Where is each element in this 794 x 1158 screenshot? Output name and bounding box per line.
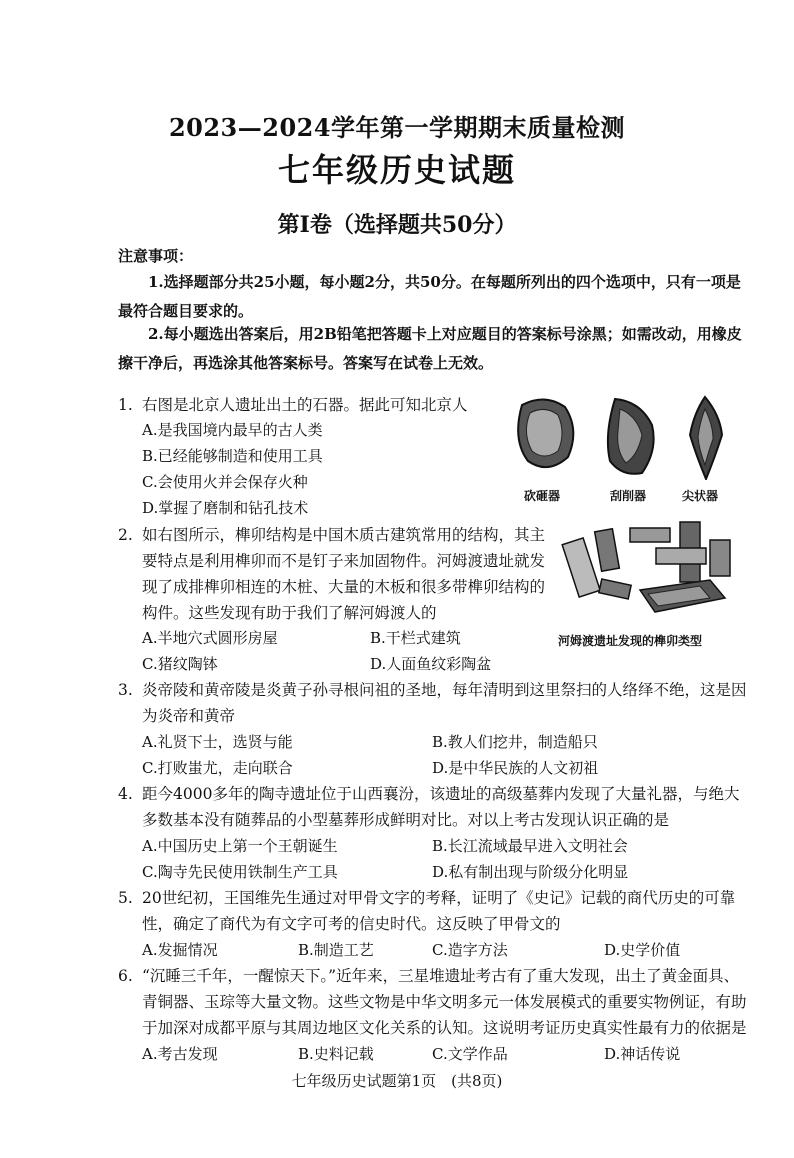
section-title: 第Ⅰ卷（选择题共50分） <box>277 212 517 238</box>
question-5-option-b[interactable]: B.制造工艺 <box>298 941 374 959</box>
label-point: 尖状器 <box>682 489 719 503</box>
question-1-stem: 右图是北京人遗址出土的石器。据此可知北京人 <box>142 396 468 414</box>
question-3-option-c[interactable]: C.打败蚩尤，走向联合 <box>142 759 293 777</box>
question-6-option-c[interactable]: C.文学作品 <box>432 1045 508 1063</box>
question-2-option-a[interactable]: A.半地穴式圆形房屋 <box>142 629 278 647</box>
question-2-stem: 如右图所示，榫卯结构是中国木质古建筑常用的结构，其主要特点是利用榫卯而不是钉子来加固物件。河姆渡遗址就发现了成排榫卯相连的木桩、大量的木板和很多带榫卯结构的构件。这些发现有助于我们了解河姆渡人的 <box>142 526 546 622</box>
question-4-option-b[interactable]: B.长江流域最早进入文明社会 <box>432 837 628 855</box>
question-4-option-a[interactable]: A.中国历史上第一个王朝诞生 <box>142 837 338 855</box>
question-6-option-b[interactable]: B.史料记载 <box>298 1045 374 1063</box>
question-3-option-d[interactable]: D.是中华民族的人文初祖 <box>432 759 599 777</box>
question-1-option-b[interactable]: B.已经能够制造和使用工具 <box>142 447 323 465</box>
stone-tools-figure <box>510 395 740 505</box>
label-scraper: 刮削器 <box>610 489 647 503</box>
question-5-number: 5. <box>118 889 133 907</box>
question-5-option-d[interactable]: D.史学价值 <box>604 941 681 959</box>
question-6-number: 6. <box>118 967 133 985</box>
question-5-stem: 20世纪初，王国维先生通过对甲骨文字的考释，证明了《史记》记载的商代历史的可靠性，确定了商代为有文字可考的信史时代。这反映了甲骨文的 <box>142 889 736 933</box>
question-2-option-b[interactable]: B.干栏式建筑 <box>370 629 461 647</box>
question-4-number: 4. <box>118 785 133 803</box>
exam-title-line1: 2023—2024学年第一学期期末质量检测 <box>168 113 626 142</box>
page-footer: 七年级历史试题第1页 (共8页) <box>291 1072 503 1090</box>
question-3-option-b[interactable]: B.教人们挖井，制造船只 <box>432 733 598 751</box>
mortise-tenon-drawing <box>560 520 740 620</box>
exam-title-line2: 七年级历史试题 <box>277 151 516 189</box>
label-chopper: 砍砸器 <box>524 489 561 503</box>
question-6-stem: “沉睡三千年，一醒惊天下。”近年来，三星堆遗址考古有了重大发现，出土了黄金面具、青铜器、玉琮等大量文物。这些文物是中华文明多元一体发展模式的重要实物例证，有助于加深对成都平原与其周边地区文化关系的认知。这说明考证历史真实性最有力的依据是 <box>142 967 747 1037</box>
mortise-tenon-figure <box>560 520 740 650</box>
question-1-option-c[interactable]: C.会使用火并会保存火种 <box>142 473 308 491</box>
mortise-tenon-caption: 河姆渡遗址发现的榫卯类型 <box>558 634 703 648</box>
question-4-option-d[interactable]: D.私有制出现与阶级分化明显 <box>432 863 629 881</box>
question-2-number: 2. <box>118 526 133 544</box>
question-4-option-c[interactable]: C.陶寺先民使用铁制生产工具 <box>142 863 338 881</box>
question-1-number: 1. <box>118 396 133 414</box>
question-6-option-d[interactable]: D.神话传说 <box>604 1045 681 1063</box>
question-6-option-a[interactable]: A.考古发现 <box>142 1045 218 1063</box>
question-1-option-a[interactable]: A.是我国境内最早的古人类 <box>142 421 323 439</box>
question-5-option-a[interactable]: A.发掘情况 <box>142 941 218 959</box>
question-4-stem: 距今4000多年的陶寺遗址位于山西襄汾，该遗址的高级墓葬内发现了大量礼器，与绝大多数基本没有随葬品的小型墓葬形成鲜明对比。对以上考古发现认识正确的是 <box>142 785 740 829</box>
question-5-option-c[interactable]: C.造字方法 <box>432 941 508 959</box>
notice-item-2: 2.每小题选出答案后，用2B铅笔把答题卡上对应题目的答案标号涂黑；如需改动，用橡皮擦干净后，再选涂其他答案标号。答案写在试卷上无效。 <box>118 325 742 372</box>
stone-tools-drawing <box>510 395 740 480</box>
question-3-option-a[interactable]: A.礼贤下士，选贤与能 <box>142 733 293 751</box>
question-2-option-c[interactable]: C.猪纹陶钵 <box>142 655 218 673</box>
question-2-option-d[interactable]: D.人面鱼纹彩陶盆 <box>370 655 492 673</box>
question-1-option-d[interactable]: D.掌握了磨制和钻孔技术 <box>142 499 309 517</box>
question-3-number: 3. <box>118 681 133 699</box>
notice-item-1: 1.选择题部分共25小题，每小题2分，共50分。在每题所列出的四个选项中，只有一项是最符合题目要求的。 <box>118 273 741 320</box>
question-3-stem: 炎帝陵和黄帝陵是炎黄子孙寻根问祖的圣地，每年清明到这里祭扫的人络绎不绝，这是因为炎帝和黄帝 <box>142 681 747 725</box>
notice-heading: 注意事项： <box>118 247 194 265</box>
